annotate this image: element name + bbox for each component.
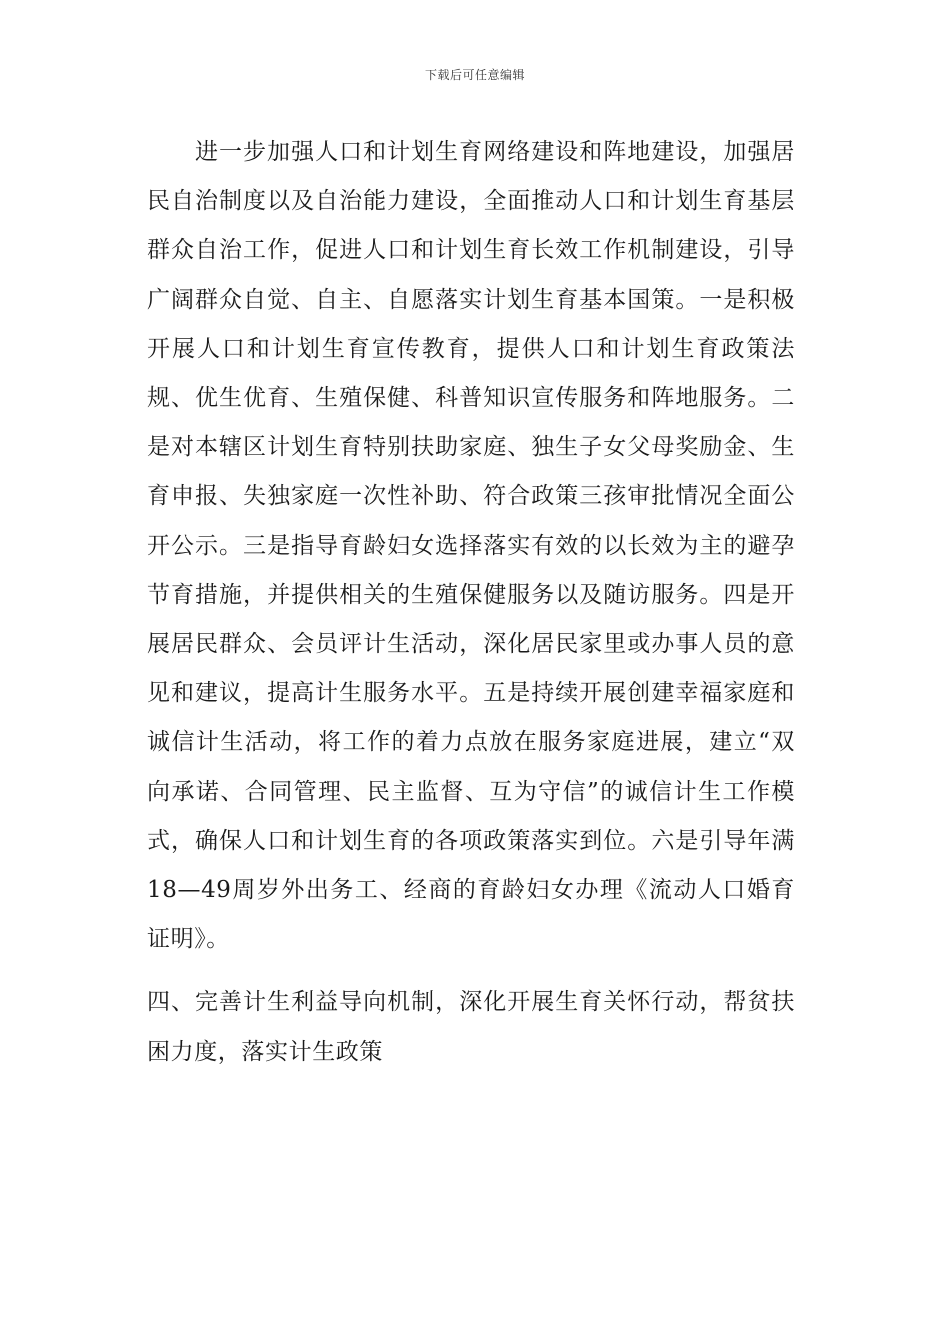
section-heading: 四、完善计生利益导向机制，深化开展生育关怀行动，帮贫扶困力度，落实计生政策 <box>147 989 795 1065</box>
body-paragraph: 进一步加强人口和计划生育网络建设和阵地建设，加强居民自治制度以及自治能力建设，全面推动人口和计划生育基层群众自治工作，促进人口和计划生育长效工作机制建设，引导广阔群众自觉、自主、自愿落实计划生育基本国策。一是积极开展人口和计划生育宣传教育，提供人口和计划生育政策法规、优生优育、生殖保健、科普知识宣传服务和阵地服务。二是对本辖区计划生育特别扶助家庭、独生子女父母奖励金、生育申报、失独家庭一次性补助、符合政策三孩审批情况全面公开公示。三是指导育龄妇女选择落实有效的以长效为主的避孕节育措施，并提供相关的生殖保健服务以及随访服务。四是开展居民群众、会员评计生活动，深化居民家里或办事人员的意见和建议，提高计生服务水平。五是持续开展创建幸福家庭和诚信计生活动，将工作的着力点放在服务家庭进展，建立“双向承诺、合同管理、民主监督、互为守信”的诚信计生工作模式，确保人口和计划生育的各项政策落实到位。六是引导年满18—49周岁外出务工、经商的育龄妇女办理《流动人口婚育证明》。 <box>147 139 795 953</box>
document-body <box>147 128 795 1077</box>
page-header-note: 下载后可任意编辑 <box>424 68 525 82</box>
